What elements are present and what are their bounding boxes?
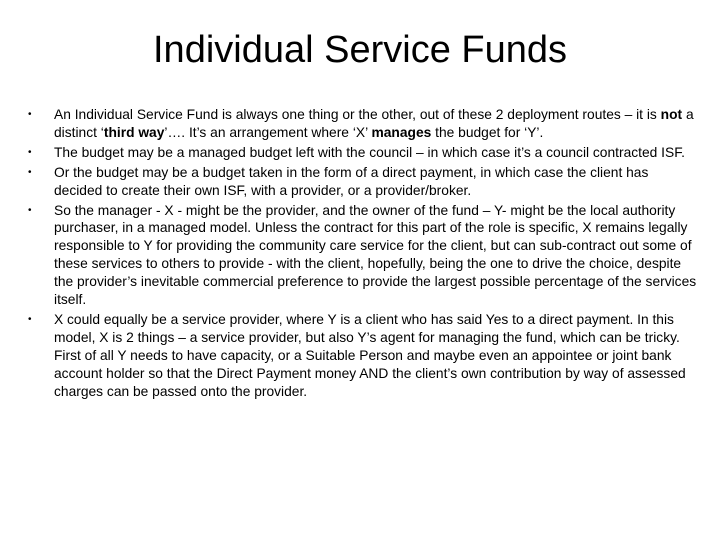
bullet-item <box>28 311 700 401</box>
bullet-text: So the manager - X - might be the provider, and the owner of the fund – Y- might be the local authority purchaser, in a managed model. Unless the contract for this part of the role is specific, X remains legally responsible to Y for providing the community care service for the client, but can sub-contract out some of these services to others to provide - with the client, hopefully, being the one to drive the choice, despite the provider’s inevitable commercial preference to provide the largest possible percentage of the services itself. <box>54 202 697 308</box>
bullet-text: Or the budget may be a budget taken in the form of a direct payment, in which case the client has decided to create their own ISF, with a provider, or a provider/broker. <box>54 164 649 198</box>
bullet-icon: • <box>28 166 32 178</box>
bullet-icon: • <box>28 313 32 325</box>
bullet-list <box>28 106 700 403</box>
bullet-icon: • <box>28 146 32 158</box>
bullet-text: An Individual Service Fund is always one thing or the other, out of these 2 deployment routes – it is not a distinct ‘third way’…. It’s an arrangement where ‘X’ manages the budget for ‘Y’. <box>54 107 694 140</box>
bullet-icon: • <box>28 109 32 120</box>
bullet-item <box>28 106 700 142</box>
bullet-text: The budget may be a managed budget left with the council – in which case it’s a council contracted ISF. <box>54 144 685 160</box>
bullet-item <box>28 144 700 162</box>
bullet-icon: • <box>28 204 32 216</box>
bullet-item <box>28 202 700 309</box>
bullet-item <box>28 164 700 200</box>
bullet-text: X could equally be a service provider, where Y is a client who has said Yes to a direct payment. In this model, X is 2 things – a service provider, but also Y’s agent for managing the fund, which can be tricky. First of all Y needs to have capacity, or a Suitable Person and maybe even an appointee or joint bank account holder so that the Direct Payment money AND the client’s own contribution by way of assessed charges can be passed onto the provider. <box>54 311 686 399</box>
slide-title: Individual Service Funds <box>153 29 567 71</box>
